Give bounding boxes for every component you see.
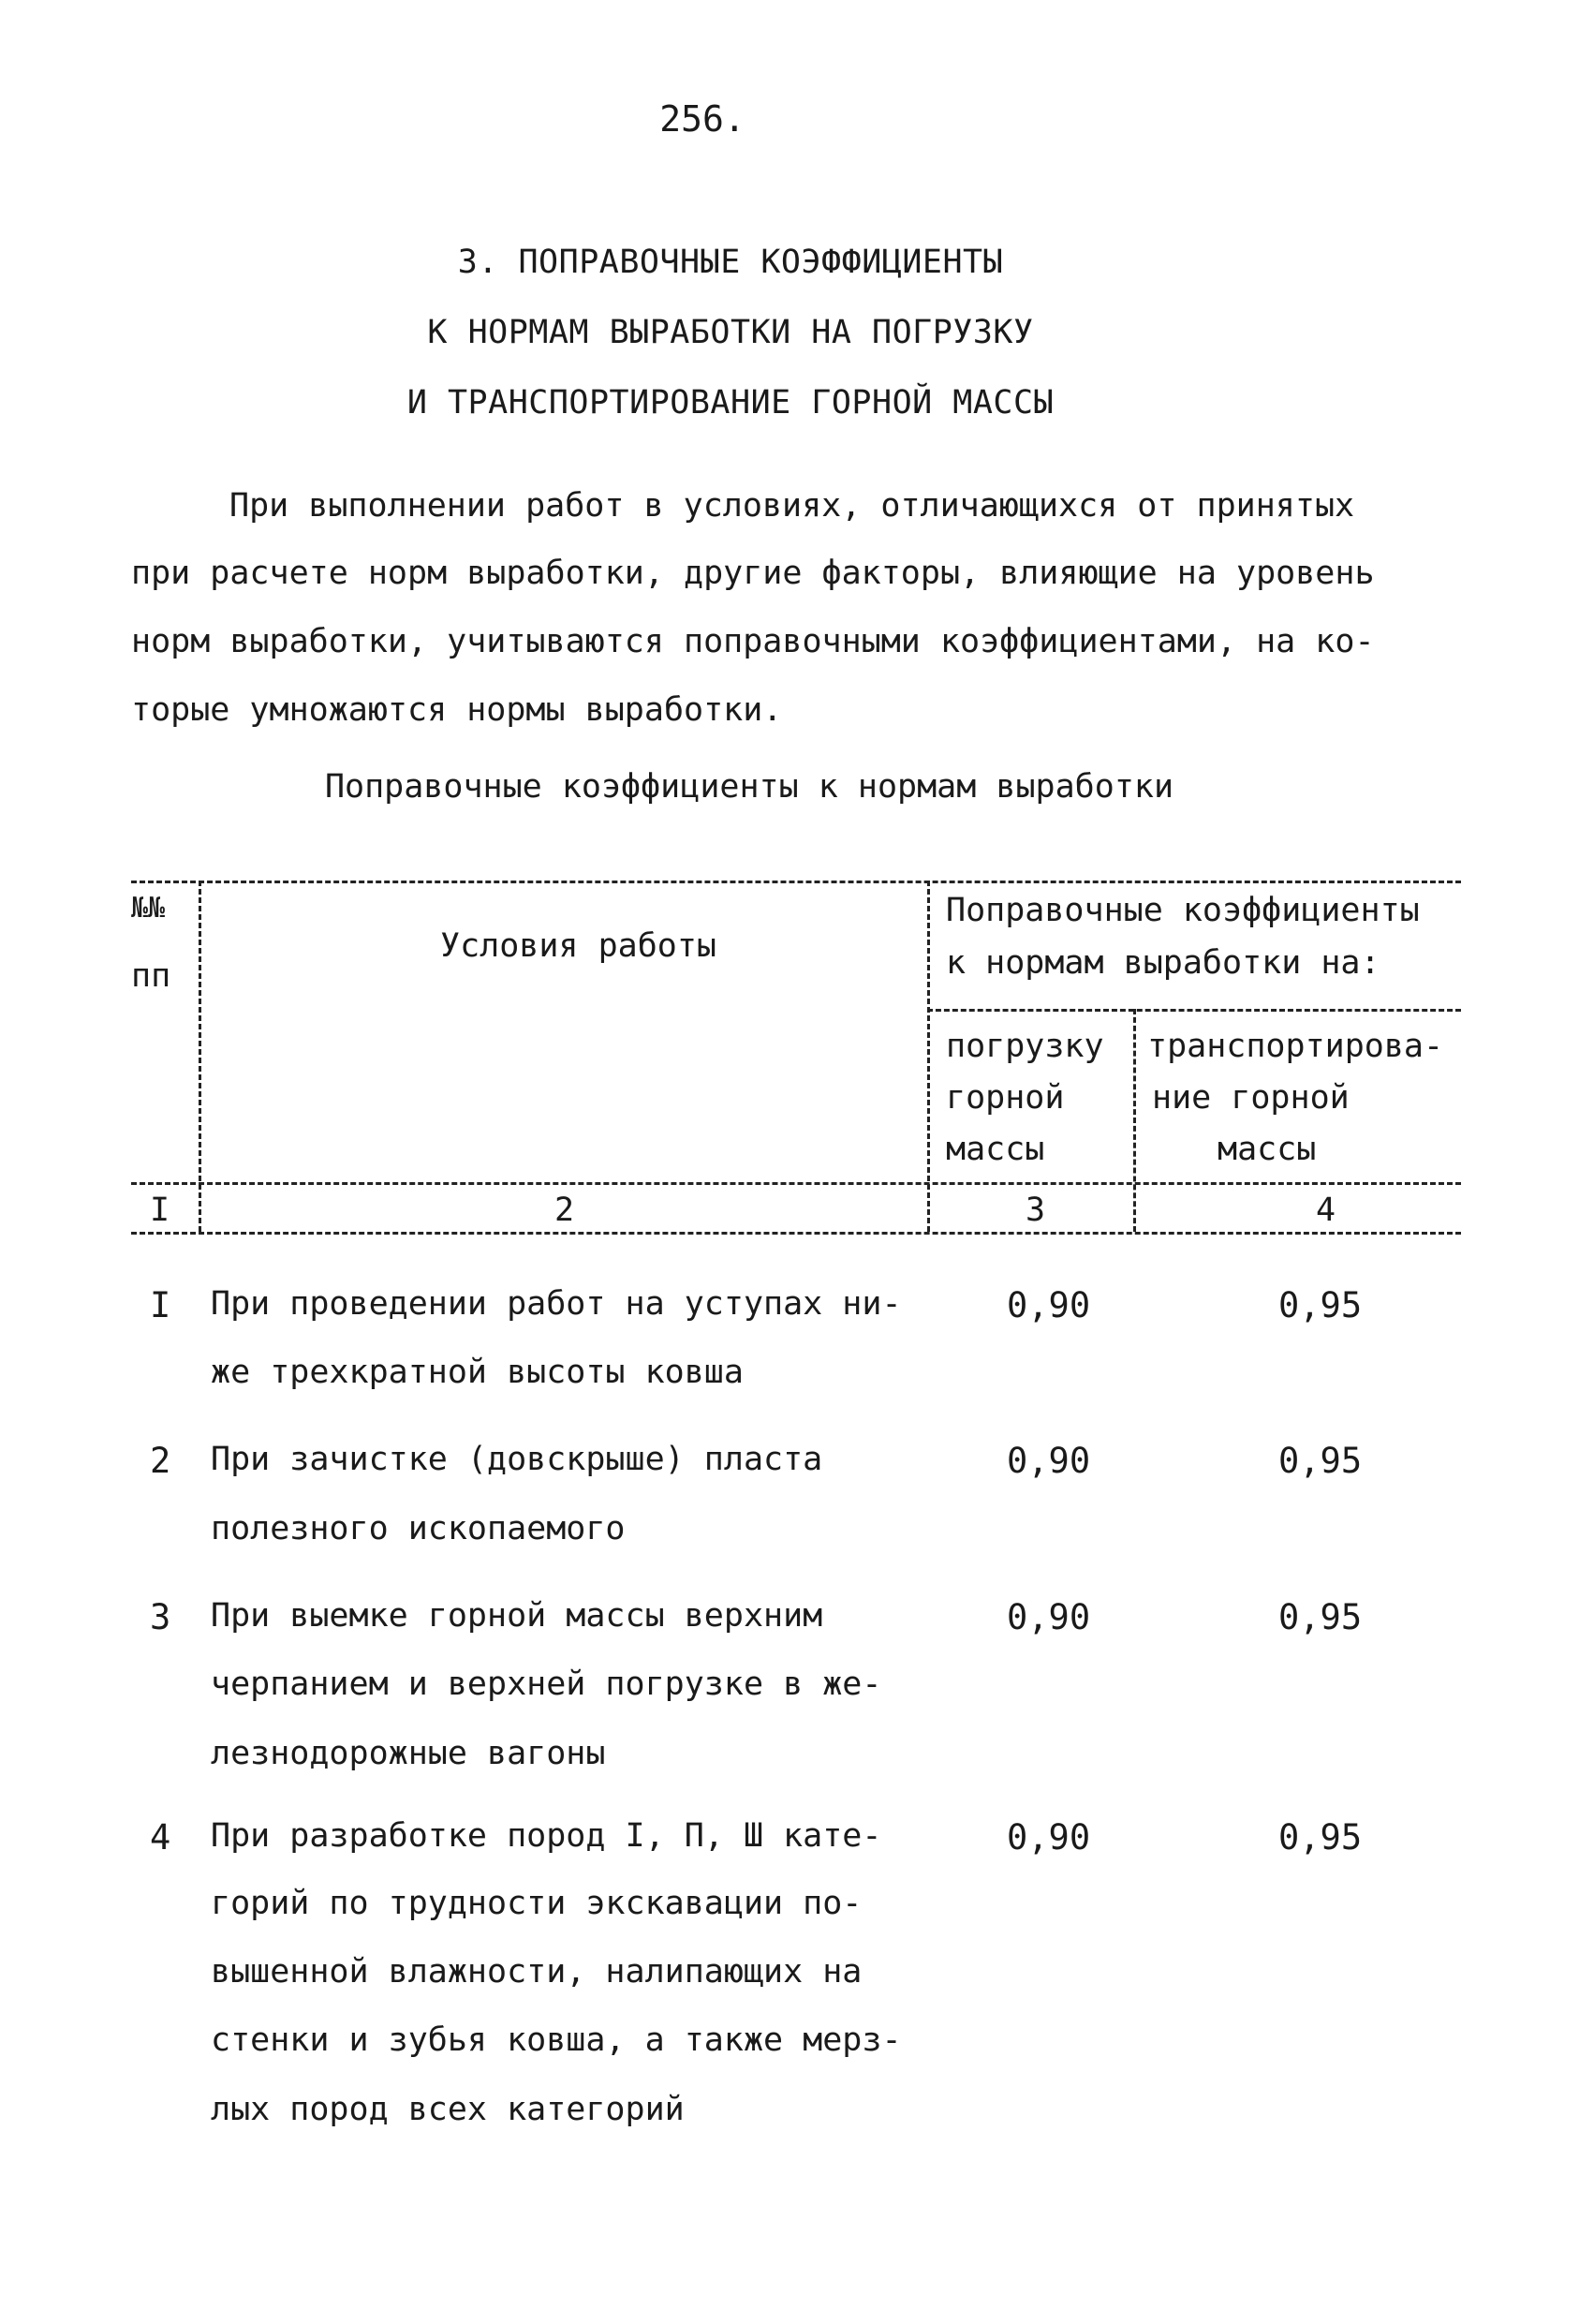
header-transport-line-2: ние горной	[1152, 1079, 1350, 1117]
column-number-4: 4	[1316, 1192, 1336, 1229]
transport-coefficient: 0,95	[1278, 1441, 1363, 1481]
row-condition-line: лезнодорожные вагоны	[211, 1735, 606, 1772]
header-bottom-rule	[131, 1182, 1461, 1185]
col-divider-3	[1133, 1009, 1136, 1232]
section-title-line-1: 3. ПОПРАВОЧНЫЕ КОЭФФИЦИЕНТЫ	[457, 244, 1004, 281]
paragraph-line-4: торые умножаются нормы выработки.	[131, 691, 783, 729]
row-condition-line: же трехкратной высоты ковша	[211, 1354, 744, 1391]
header-transport-line-1: транспортирова-	[1147, 1028, 1444, 1065]
header-col-no-line-1: №№	[131, 892, 166, 925]
row-condition-line: При проведении работ на уступах ни-	[211, 1285, 902, 1323]
table-caption: Поправочные коэффициенты к нормам выработки	[324, 768, 1174, 806]
loading-coefficient: 0,90	[1007, 1285, 1091, 1325]
loading-coefficient: 0,90	[1007, 1441, 1091, 1481]
row-condition-line: черпанием и верхней погрузке в же-	[211, 1665, 882, 1703]
header-loading-line-3: массы	[946, 1131, 1045, 1168]
row-condition-line: лых пород всех категорий	[211, 2091, 685, 2128]
column-numbers-rule	[131, 1232, 1461, 1235]
loading-coefficient: 0,90	[1007, 1817, 1091, 1858]
row-condition-line: горий по трудности экскавации по-	[211, 1885, 863, 1922]
transport-coefficient: 0,95	[1278, 1597, 1363, 1637]
paragraph-line-1: При выполнении работ в условиях, отличающихся от принятых	[229, 487, 1355, 525]
header-loading-line-2: горной	[946, 1079, 1065, 1117]
col-divider-1	[199, 881, 201, 1232]
row-condition-line: вышенной влажности, налипающих на	[211, 1953, 863, 1991]
row-condition-line: При выемке горной массы верхним	[211, 1597, 823, 1635]
page-number: 256.	[659, 98, 745, 140]
group-header-rule	[927, 1009, 1461, 1012]
row-number: I	[150, 1285, 171, 1325]
column-number-1: I	[150, 1192, 170, 1229]
paragraph-line-3: норм выработки, учитываются поправочными коэффициентами, на ко-	[131, 623, 1375, 660]
col-divider-2	[927, 881, 930, 1232]
row-number: 2	[150, 1441, 171, 1481]
section-title-line-2: К НОРМАМ ВЫРАБОТКИ НА ПОГРУЗКУ	[427, 314, 1034, 351]
header-transport-line-3: массы	[1218, 1131, 1317, 1168]
header-loading-line-1: погрузку	[946, 1028, 1104, 1065]
table-top-rule	[131, 881, 1461, 883]
row-condition-line: При разработке пород I, П, Ш кате-	[211, 1817, 882, 1855]
column-number-2: 2	[554, 1192, 575, 1229]
section-title-line-3: И ТРАНСПОРТИРОВАНИЕ ГОРНОЙ МАССЫ	[406, 384, 1055, 422]
transport-coefficient: 0,95	[1278, 1285, 1363, 1325]
row-condition-line: стенки и зубья ковша, а также мерз-	[211, 2021, 902, 2059]
header-conditions: Условия работы	[440, 927, 717, 965]
paragraph-line-2: при расчете норм выработки, другие факторы, влияющие на уровень	[131, 555, 1375, 592]
transport-coefficient: 0,95	[1278, 1817, 1363, 1858]
header-group-line-1: Поправочные коэффициенты	[946, 892, 1420, 929]
header-col-no-line-2: пп	[131, 957, 171, 995]
row-number: 3	[150, 1597, 171, 1637]
header-group-line-2: к нормам выработки на:	[946, 944, 1380, 982]
column-number-3: 3	[1026, 1192, 1046, 1229]
row-condition-line: При зачистке (довскрыше) пласта	[211, 1441, 823, 1478]
row-condition-line: полезного ископаемого	[211, 1510, 626, 1547]
loading-coefficient: 0,90	[1007, 1597, 1091, 1637]
row-number: 4	[150, 1817, 171, 1858]
